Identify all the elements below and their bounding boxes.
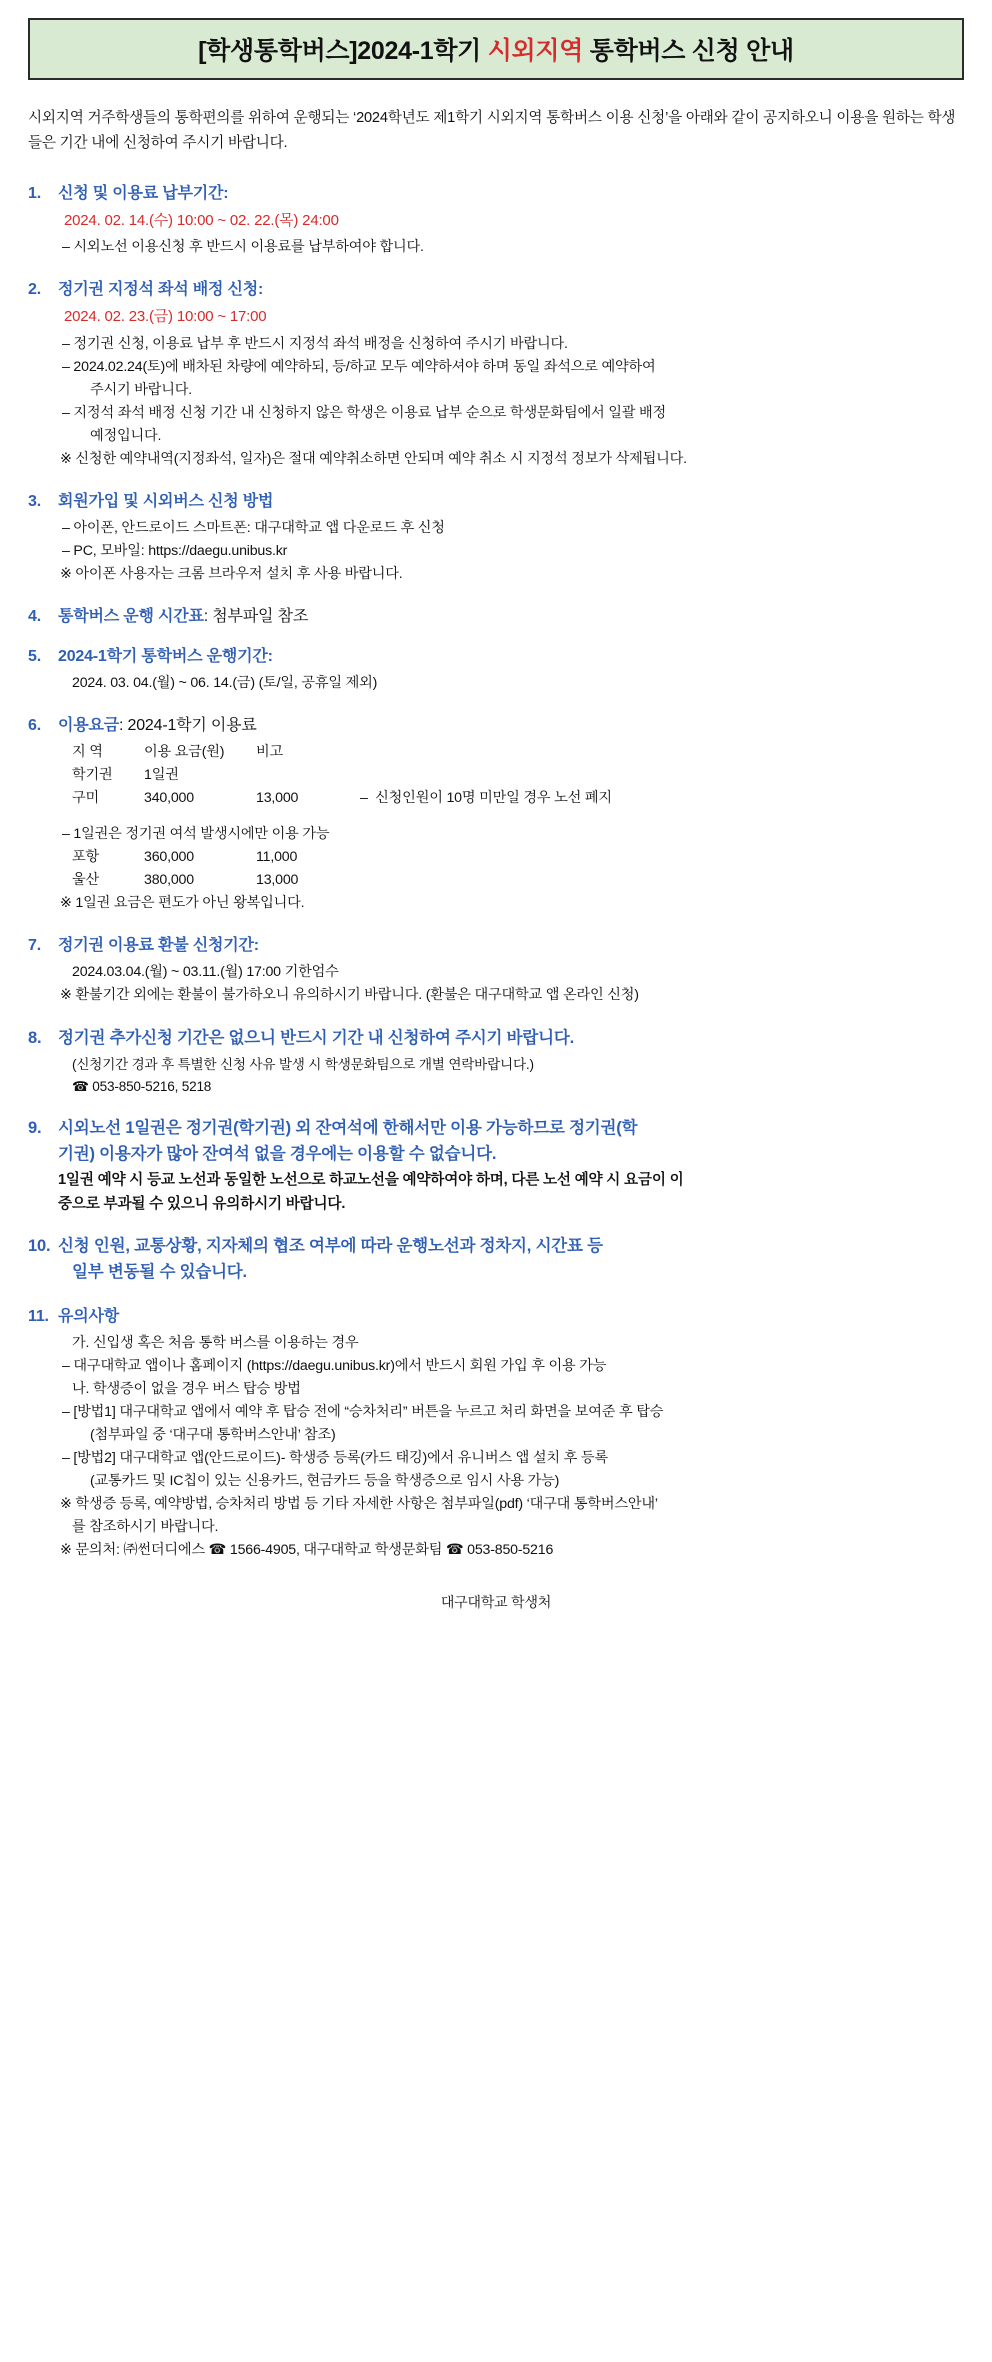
section-11 [28,1303,964,1562]
section-11-line-4: – [방법1] 대구대학교 앱에서 예약 후 탑승 전에 “승차처리” 버튼을 누르고 처리 화면을 보여준 후 탑승 [62,1403,664,1420]
section-1-body [28,209,964,259]
section-11-line-6: – [방법2] 대구대학교 앱(안드로이드)- 학생증 등록(카드 태깅)에서 유니버스 앱 설치 후 등록 [62,1449,608,1466]
section-8 [28,1024,964,1098]
section-2-number: 2. [28,281,41,299]
section-5-heading [28,643,964,666]
section-10-title-line1: 신청 인원, 교통상황, 지자체의 협조 여부에 따라 운행노선과 정차지, 시간표 등 [58,1237,603,1256]
section-2-line-3: – 2024.02.24(토)에 배차된 차량에 예약하되, 등/하교 모두 예약하셔야 하며 동일 좌석으로 예약하여 [62,358,656,375]
section-4-title: 통학버스 운행 시간표 [58,607,204,625]
fare-header-region: 지 역 [72,743,103,760]
fare-cell-term: 360,000 [144,848,194,865]
section-7-line-1: 2024.03.04.(월) ~ 03.11.(월) 17:00 기한엄수 [72,963,339,980]
section-6-number: 6. [28,716,41,734]
section-10-title-line2: 일부 변동될 수 있습니다. [72,1263,247,1282]
banner-title [198,31,794,67]
section-10-number: 10. [28,1237,51,1256]
section-9-heading [28,1115,964,1168]
section-3-heading [28,488,964,511]
section-11-title: 유의사항 [58,1307,120,1325]
section-11-line-3: 나. 학생증이 없을 경우 버스 탑승 방법 [72,1380,301,1397]
title-banner [28,18,964,80]
section-10-heading [28,1233,964,1286]
section-2-line-1: 2024. 02. 23.(금) 10:00 ~ 17:00 [64,308,267,326]
section-4-number: 4. [28,607,41,625]
section-3-number: 3. [28,492,41,510]
section-8-line-1: (신청기간 경과 후 특별한 신청 사유 발생 시 학생문화팀으로 개별 연락바랍니다.) [72,1056,534,1072]
section-6 [28,712,964,915]
section-9-body [28,1168,964,1216]
section-10 [28,1233,964,1286]
fare-cell-term: 1일권 [144,766,179,783]
table-row [58,787,964,810]
fare-cell-term: 380,000 [144,871,194,888]
section-8-body [28,1054,964,1098]
section-9-title [58,1115,964,1168]
fare-header-fare: 이용 요금(원) [144,743,225,760]
section-9-body-line1: 1일권 예약 시 등교 노선과 동일한 노선으로 하교노선을 예약하여야 하며, 다른 노선 예약 시 요금이 이 [58,1171,684,1188]
table-row [58,764,964,787]
section-3-line-3: ※ 아이폰 사용자는 크롬 브라우저 설치 후 사용 바랍니다. [60,565,403,582]
section-7-body [28,961,964,1007]
fare-table-spacer [58,810,964,823]
section-11-body [28,1332,964,1562]
section-5-title: 2024-1학기 통학버스 운행기간: [58,647,273,665]
fare-cell-region: 학기권 [72,766,113,783]
section-4-heading [28,603,964,626]
section-3-line-2[interactable]: – PC, 모바일: https://daegu.unibus.kr [62,542,288,559]
section-3-line-1: – 아이폰, 안드로이드 스마트폰: 대구대학교 앱 다운로드 후 신청 [62,519,445,536]
intro-paragraph: 시외지역 거주학생들의 통학편의를 위하여 운행되는 ‘2024학년도 제1학기 시외지역 통학버스 이용 신청’을 아래와 같이 공지하오니 이용을 원하는 학생들은 기간 내에 신청하여 주시기 바랍니다. [28,110,956,152]
section-11-line-8: ※ 학생증 등록, 예약방법, 승차처리 방법 등 기타 자세한 사항은 첨부파일(pdf) ‘대구대 통학버스안내’ [60,1495,658,1512]
section-6-heading [28,712,964,735]
fare-cell-day: 13,000 [256,789,299,806]
fare-table [28,741,964,915]
section-2-line-7: ※ 신청한 예약내역(지정좌석, 일자)은 절대 예약취소하면 안되며 예약 취소 시 지정석 정보가 삭제됩니다. [60,450,687,467]
section-11-line-7: (교통카드 및 IC칩이 있는 신용카드, 현금카드 등을 학생증으로 임시 사용 가능) [90,1472,560,1489]
table-row [58,869,964,892]
section-9-number: 9. [28,1118,42,1137]
section-8-line-2: ☎ 053-850-5216, 5218 [72,1078,212,1094]
section-1-line-1: 2024. 02. 14.(수) 10:00 ~ 02. 22.(목) 24:00 [64,212,339,230]
section-11-line-5: (첨부파일 중 ‘대구대 통학버스안내’ 참조) [90,1426,336,1443]
fare-header-note: 비고 [256,743,284,760]
section-5-line-1: 2024. 03. 04.(월) ~ 06. 14.(금) (토/일, 공휴일 제외) [72,674,378,691]
section-1-number: 1. [28,185,41,203]
section-9-title-line2: 기권) 이용자가 많아 잔여석 없을 경우에는 이용할 수 없습니다. [58,1145,497,1164]
section-9-title-line1: 시외노선 1일권은 정기권(학기권) 외 잔여석에 한해서만 이용 가능하므로 정기권(학 [58,1118,638,1137]
section-5-number: 5. [28,647,41,665]
banner-title-accent: 시외지역 [487,37,584,65]
section-7-line-2: ※ 환불기간 외에는 환불이 불가하오니 유의하시기 바랍니다. (환불은 대구대학교 앱 온라인 신청) [60,986,639,1003]
section-7-heading [28,932,964,955]
section-1 [28,180,964,259]
section-8-number: 8. [28,1028,42,1047]
section-6-title: 이용요금 [58,716,120,734]
section-2-line-6: 예정입니다. [90,427,162,444]
banner-title-prefix: [학생통학버스]2024-1학기 [198,37,488,65]
section-11-line-10: ※ 문의처: ㈜썬더디에스 ☎ 1566-4905, 대구대학교 학생문화팀 ☎ 053-850-5216 [60,1541,554,1558]
section-8-heading [28,1024,964,1048]
fare-cell-day: 13,000 [256,871,299,888]
section-2-heading [28,276,964,299]
table-row [58,846,964,869]
section-2-body [28,305,964,470]
fare-cell-term: 340,000 [144,789,194,806]
section-5 [28,643,964,695]
section-9-body-line2: 중으로 부과될 수 있으니 유의하시기 바랍니다. [58,1195,346,1212]
fare-cell-region: 울산 [72,871,100,888]
fare-table-header [58,741,964,764]
section-7-title: 정기권 이용료 환불 신청기간: [58,936,259,954]
section-11-number: 11. [28,1307,49,1325]
section-2-line-4: 주시기 바랍니다. [90,381,193,398]
section-2-line-5: – 지정석 좌석 배정 신청 기간 내 신청하지 않은 학생은 이용료 납부 순으로 학생문화팀에서 일괄 배정 [62,404,667,421]
section-4 [28,603,964,626]
footer-signature: 대구대학교 학생처 [440,1593,552,1610]
section-5-body [28,672,964,695]
section-3-body [28,517,964,586]
section-7 [28,932,964,1007]
fare-cell-region: 구미 [72,789,100,806]
section-11-line-9: 를 참조하시기 바랍니다. [72,1518,219,1535]
section-1-line-2: – 시외노선 이용신청 후 반드시 이용료를 납부하여야 합니다. [62,239,424,256]
section-7-number: 7. [28,936,41,954]
section-8-title: 정기권 추가신청 기간은 없으니 반드시 기간 내 신청하여 주시기 바랍니다. [58,1028,575,1047]
section-10-title [58,1233,964,1286]
section-9 [28,1115,964,1216]
section-3 [28,488,964,586]
section-2-title: 정기권 지정석 좌석 배정 신청: [58,281,264,299]
fare-note-end: ※ 1일권 요금은 편도가 아닌 왕복입니다. [60,894,305,911]
fare-note-middle: – 1일권은 정기권 여석 발생시에만 이용 가능 [62,825,330,842]
section-4-title-tail: : 첨부파일 참조 [203,607,309,625]
section-1-title: 신청 및 이용료 납부기간: [58,185,229,203]
fare-cell-region: 포항 [72,848,100,865]
section-11-line-2[interactable]: – 대구대학교 앱이나 홈페이지 (https://daegu.unibus.kr)에서 반드시 회원 가입 후 이용 가능 [62,1357,607,1374]
section-1-heading [28,180,964,203]
section-2 [28,276,964,470]
section-11-line-1: 가. 신입생 혹은 처음 통학 버스를 이용하는 경우 [72,1334,359,1351]
section-6-title-tail: : 2024-1학기 이용료 [119,716,257,734]
section-3-title: 회원가입 및 시외버스 신청 방법 [58,492,274,510]
section-2-line-2: – 정기권 신청, 이용료 납부 후 반드시 지정석 좌석 배정을 신청하여 주시기 바랍니다. [62,335,568,352]
section-11-heading [28,1303,964,1326]
fare-cell-day: 11,000 [256,848,298,865]
banner-title-suffix: 통학버스 신청 안내 [583,37,794,65]
fare-cell-note: – 신청인원이 10명 미만일 경우 노선 폐지 [360,789,612,806]
